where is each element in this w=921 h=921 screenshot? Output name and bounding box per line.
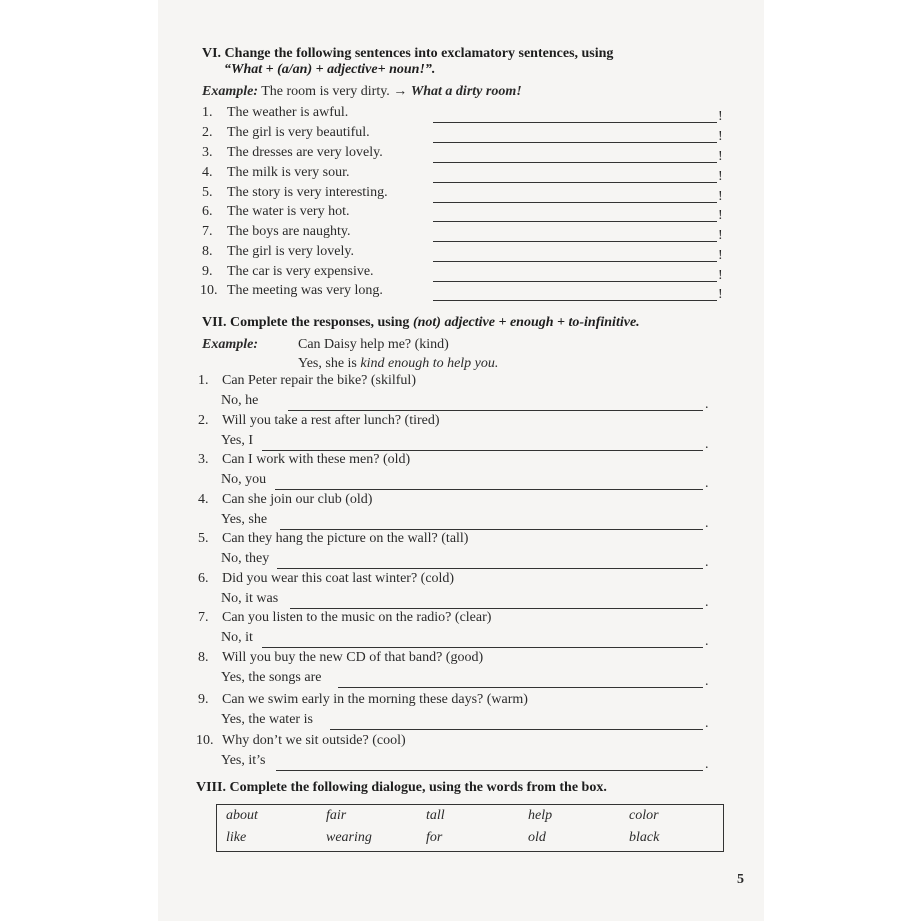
item-number: 7.	[202, 224, 213, 239]
item-number: 2.	[202, 125, 213, 140]
answer-blank[interactable]	[433, 142, 717, 143]
item-number: 6.	[202, 204, 213, 219]
section-6-pattern: “What + (a/an) + adjective+ noun!”.	[224, 62, 436, 77]
item-number: 9.	[198, 692, 209, 707]
question-text: Can we swim early in the morning these days? (warm)	[222, 692, 528, 707]
section-7-heading-text: VII. Complete the responses, using	[202, 315, 413, 330]
answer-blank[interactable]	[277, 568, 703, 569]
period-mark: .	[705, 476, 709, 491]
sentence-text: The dresses are very lovely.	[227, 145, 383, 160]
sentence-text: The story is very interesting.	[227, 185, 388, 200]
item-number: 4.	[202, 165, 213, 180]
example-answer: What a dirty room!	[410, 84, 522, 99]
item-number: 8.	[198, 650, 209, 665]
section-7-example-answer	[298, 356, 498, 372]
exclamation-mark: !	[718, 228, 723, 243]
period-mark: .	[705, 716, 709, 731]
exclamation-mark: !	[718, 109, 723, 124]
period-mark: .	[705, 674, 709, 689]
item-number: 5.	[198, 531, 209, 546]
sentence-text: The girl is very lovely.	[227, 244, 355, 259]
response-start: No, they	[221, 551, 270, 566]
box-word: like	[226, 830, 247, 845]
item-number: 3.	[202, 145, 213, 160]
period-mark: .	[705, 634, 709, 649]
section-7-heading-pattern: (not) adjective + enough + to-infinitive.	[412, 315, 640, 330]
response-start: No, he	[221, 393, 259, 408]
section-7-example-label: Example:	[202, 337, 258, 352]
sentence-text: The weather is awful.	[227, 105, 349, 120]
answer-blank[interactable]	[433, 162, 717, 163]
response-start: Yes, she	[221, 512, 268, 527]
box-word: fair	[326, 808, 347, 823]
sentence-text: The car is very expensive.	[227, 264, 374, 279]
section-8-heading: VIII. Complete the following dialogue, using the words from the box.	[196, 780, 607, 795]
answer-blank[interactable]	[290, 608, 703, 609]
answer-blank[interactable]	[433, 281, 717, 282]
item-number: 1.	[202, 105, 213, 120]
exclamation-mark: !	[718, 169, 723, 184]
question-text: Can they hang the picture on the wall? (tall)	[222, 531, 469, 546]
exclamation-mark: !	[718, 287, 723, 302]
answer-blank[interactable]	[262, 647, 703, 648]
example-answer-plain: Yes, she is	[298, 356, 361, 371]
box-word: for	[426, 830, 443, 845]
question-text: Can Peter repair the bike? (skilful)	[222, 373, 416, 388]
exclamation-mark: !	[718, 268, 723, 283]
response-start: Yes, the water is	[221, 712, 313, 727]
exclamation-mark: !	[718, 208, 723, 223]
item-number: 9.	[202, 264, 213, 279]
response-start: No, it	[221, 630, 253, 645]
item-number: 10.	[196, 733, 214, 748]
answer-blank[interactable]	[276, 770, 703, 771]
period-mark: .	[705, 757, 709, 772]
response-start: No, you	[221, 472, 267, 487]
exclamation-mark: !	[718, 149, 723, 164]
sentence-text: The water is very hot.	[227, 204, 350, 219]
item-number: 1.	[198, 373, 209, 388]
box-word: wearing	[326, 830, 372, 845]
response-start: Yes, the songs are	[221, 670, 322, 685]
item-number: 10.	[200, 283, 218, 298]
section-7-heading	[202, 315, 640, 331]
item-number: 3.	[198, 452, 209, 467]
item-number: 6.	[198, 571, 209, 586]
response-start: Yes, it’s	[221, 753, 266, 768]
period-mark: .	[705, 516, 709, 531]
section-7-example-question: Can Daisy help me? (kind)	[298, 337, 449, 352]
period-mark: .	[705, 595, 709, 610]
example-label: Example:	[202, 84, 258, 99]
answer-blank[interactable]	[433, 122, 717, 123]
exclamation-mark: !	[718, 189, 723, 204]
response-start: No, it was	[221, 591, 279, 606]
answer-blank[interactable]	[433, 241, 717, 242]
question-text: Will you buy the new CD of that band? (good)	[222, 650, 484, 665]
example-answer-italic: kind enough to help you.	[360, 356, 499, 371]
box-word: color	[629, 808, 659, 823]
exclamation-mark: !	[718, 129, 723, 144]
period-mark: .	[705, 437, 709, 452]
question-text: Did you wear this coat last winter? (cold)	[222, 571, 455, 586]
example-text: The room is very dirty. →	[258, 84, 411, 99]
sentence-text: The boys are naughty.	[227, 224, 351, 239]
item-number: 8.	[202, 244, 213, 259]
answer-blank[interactable]	[280, 529, 703, 530]
item-number: 5.	[202, 185, 213, 200]
page-number: 5	[737, 872, 744, 887]
answer-blank[interactable]	[288, 410, 703, 411]
sentence-text: The girl is very beautiful.	[227, 125, 370, 140]
answer-blank[interactable]	[433, 202, 717, 203]
item-number: 4.	[198, 492, 209, 507]
period-mark: .	[705, 555, 709, 570]
period-mark: .	[705, 397, 709, 412]
box-word: tall	[426, 808, 445, 823]
box-word: about	[226, 808, 258, 823]
exclamation-mark: !	[718, 248, 723, 263]
question-text: Can she join our club (old)	[222, 492, 373, 507]
answer-blank[interactable]	[433, 221, 717, 222]
sentence-text: The milk is very sour.	[227, 165, 350, 180]
answer-blank[interactable]	[262, 450, 703, 451]
answer-blank[interactable]	[433, 261, 717, 262]
answer-blank[interactable]	[338, 687, 703, 688]
answer-blank[interactable]	[275, 489, 703, 490]
section-6-example	[202, 84, 522, 100]
box-word: black	[629, 830, 660, 845]
item-number: 2.	[198, 413, 209, 428]
response-start: Yes, I	[221, 433, 254, 448]
section-6-heading: VI. Change the following sentences into exclamatory sentences, using	[202, 46, 614, 61]
question-text: Can I work with these men? (old)	[222, 452, 411, 467]
item-number: 7.	[198, 610, 209, 625]
answer-blank[interactable]	[433, 300, 717, 301]
question-text: Why don’t we sit outside? (cool)	[222, 733, 406, 748]
question-text: Will you take a rest after lunch? (tired)	[222, 413, 440, 428]
answer-blank[interactable]	[433, 182, 717, 183]
answer-blank[interactable]	[330, 729, 703, 730]
box-word: old	[528, 830, 546, 845]
sentence-text: The meeting was very long.	[227, 283, 383, 298]
box-word: help	[528, 808, 553, 823]
question-text: Can you listen to the music on the radio? (clear)	[222, 610, 492, 625]
